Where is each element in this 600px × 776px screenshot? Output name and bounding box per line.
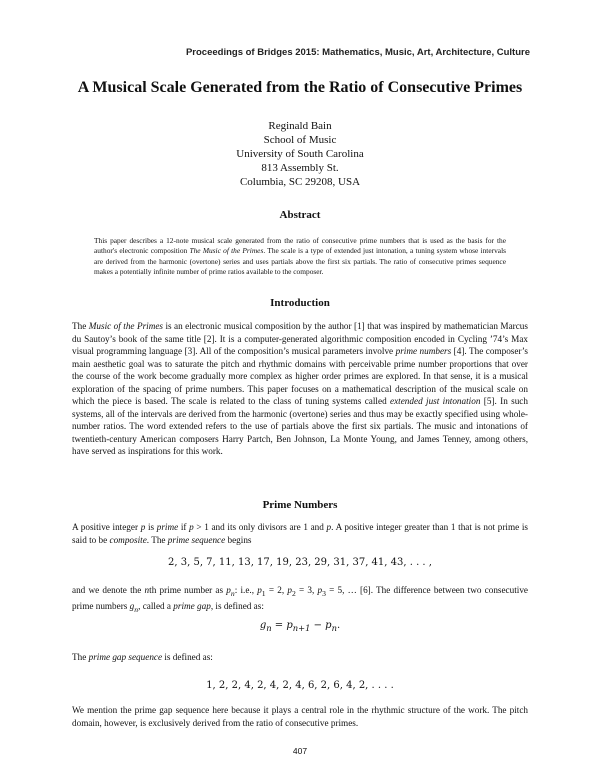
paper-title: A Musical Scale Generated from the Ratio of Consecutive Primes xyxy=(77,79,523,96)
prime-numbers-heading: Prime Numbers xyxy=(262,499,338,511)
author-block xyxy=(0,119,600,189)
abstract-text: This paper describes a 12-note musical scale generated from the ratio of consecutive prime numbers that is used as the basis for the author's electronic composition The Music of the Primes. The scale is a type of extended just intonation, a tuning system whose intervals are derived from the harmonic (overtone) series and uses partials above the first six partials. The ratio of consecutive primes sequence makes a potentially infinite number of prime ratios available to the composer. xyxy=(94,236,506,277)
page-number: 407 xyxy=(292,746,308,756)
author-street: 813 Assembly St. xyxy=(261,162,339,174)
introduction-heading: Introduction xyxy=(270,297,330,309)
introduction-paragraph: The Music of the Primes is an electronic musical composition by the author [1] that was inspired by mathematician Marcus du Sautoy’s book of the same title [2]. It is a computer-generated algorithmic composition encoded in Cycling ’74’s Max visual programming language [3]. All of the composition’s musical parameters involve prime numbers [4]. The composer’s main aesthetic goal was to saturate the pitch and rhythmic domains with perceivable prime number proportions that over the course of the work become gradually more complex as higher order primes are explored. In that sense, it is a musical exploration of the spacing of prime numbers. This paper focuses on a mathematical description of the musical scale on which the piece is based. The scale is related to the class of tuning systems called extended just intonation [5]. In such systems, all of the intervals are derived from the harmonic (overtone) series and thus may be exactly specified using whole-number ratios. The word extended refers to the use of partials above the first six partials. The music and intonations of twentieth-century American composers Harry Partch, Ben Johnson, La Monte Young, and James Tenney, among others, have served as inspirations for this work. xyxy=(72,321,528,456)
prime-gap-paragraph: and we denote the nth prime number as $p_n$: i.e., $p_1 = 2$, $p_2 = 3$, $p_3 = 5$, … [6]. The difference between two consecutive prime numbers $g_n$, called a prime gap, is defined as: xyxy=(72,585,529,615)
running-header: Proceedings of Bridges 2015: Mathematics, Music, Art, Architecture, Culture xyxy=(185,47,530,58)
prime-gap-formula: $g_n = p_{n+1} - p_n$. xyxy=(259,620,341,633)
prime-sequence-display: 2, 3, 5, 7, 11, 13, 17, 19, 23, 29, 31, 37, 41, 43, . . . , xyxy=(168,557,432,568)
gap-sequence-intro: The prime gap sequence is defined as: xyxy=(72,652,213,662)
author-university: University of South Carolina xyxy=(236,148,364,160)
prime-definition-paragraph: A positive integer p is prime if p > 1 and its only divisors are 1 and p. A positive integer greater than 1 that is not prime is said to be composite. The prime sequence begins xyxy=(72,522,528,545)
abstract-heading: Abstract xyxy=(279,209,321,221)
author-city: Columbia, SC 29208, USA xyxy=(239,176,361,188)
closing-paragraph: We mention the prime gap sequence here because it plays a central role in the rhythmic structure of the work. The pitch domain, however, is exclusively derived from the ratio of consecutive primes. xyxy=(72,705,528,728)
gap-sequence-display: 1, 2, 2, 4, 2, 4, 2, 4, 6, 2, 6, 4, 2, . . . . xyxy=(206,680,394,691)
author-dept: School of Music xyxy=(263,134,337,146)
author-name: Reginald Bain xyxy=(268,120,332,132)
